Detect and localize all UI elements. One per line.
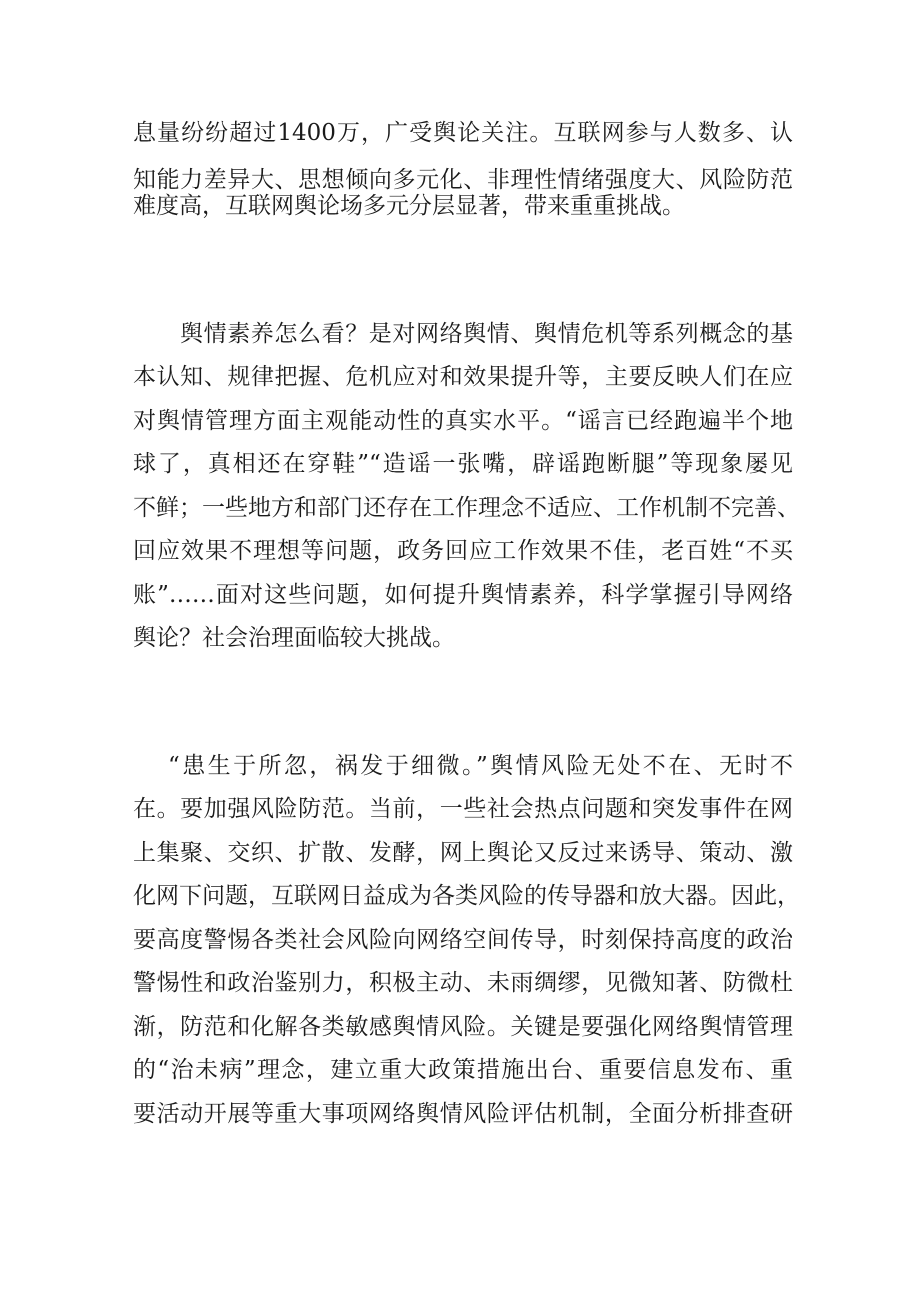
paragraph-3-line-8: 的“治未病”理念，建立重大政策措施出台、重要信息发布、重: [133, 1057, 793, 1083]
paragraph-2-line-6: 回应效果不理想等问题，政务回应工作效果不佳，老百姓“不买: [133, 538, 793, 564]
paragraph-2-line-7: 账”……面对这些问题，如何提升舆情素养，科学掌握引导网络: [133, 582, 793, 608]
paragraph-2-line-1: 舆情素养怎么看？是对网络舆情、舆情危机等系列概念的基: [180, 321, 793, 347]
paragraph-3-line-7: 渐，防范和化解各类敏感舆情风险。关键是要强化网络舆情管理: [133, 1014, 793, 1040]
paragraph-3-line-1: “患生于所忽，祸发于细微。”舆情风险无处不在、无时不: [168, 753, 793, 779]
paragraph-1-line-2: 知能力差异大、思想倾向多元化、非理性情绪强度大、风险防范: [133, 167, 793, 193]
paragraph-2-line-2: 本认知、规律把握、危机应对和效果提升等，主要反映人们在应: [133, 364, 793, 390]
paragraph-2-line-8: 舆论？社会治理面临较大挑战。: [133, 625, 455, 651]
paragraph-2-line-5: 不鲜；一些地方和部门还存在工作理念不适应、工作机制不完善、: [133, 495, 800, 521]
paragraph-2-line-4: 球了，真相还在穿鞋”“造谣一张嘴，辟谣跑断腿”等现象屡见: [133, 451, 793, 477]
paragraph-3-line-6: 警惕性和政治鉴别力，积极主动、未雨绸缪，见微知著、防微杜: [133, 970, 793, 996]
paragraph-1-line-3: 难度高，互联网舆论场多元分层显著，带来重重挑战。: [133, 193, 685, 219]
paragraph-3-line-4: 化网下问题，互联网日益成为各类风险的传导器和放大器。因此，: [133, 883, 800, 909]
paragraph-1-line-1: 息量纷纷超过1400万，广受舆论关注。互联网参与人数多、认: [133, 120, 793, 146]
paragraph-3-line-3: 上集聚、交织、扩散、发酵，网上舆论又反过来诱导、策动、激: [133, 840, 793, 866]
paragraph-3-line-9: 要活动开展等重大事项网络舆情风险评估机制，全面分析排查研: [133, 1101, 793, 1127]
paragraph-2-line-3: 对舆情管理方面主观能动性的真实水平。“谣言已经跑遍半个地: [133, 408, 793, 434]
paragraph-3-line-5: 要高度警惕各类社会风险向网络空间传导，时刻保持高度的政治: [133, 927, 793, 953]
paragraph-3-line-2: 在。要加强风险防范。当前，一些社会热点问题和突发事件在网: [133, 796, 793, 822]
